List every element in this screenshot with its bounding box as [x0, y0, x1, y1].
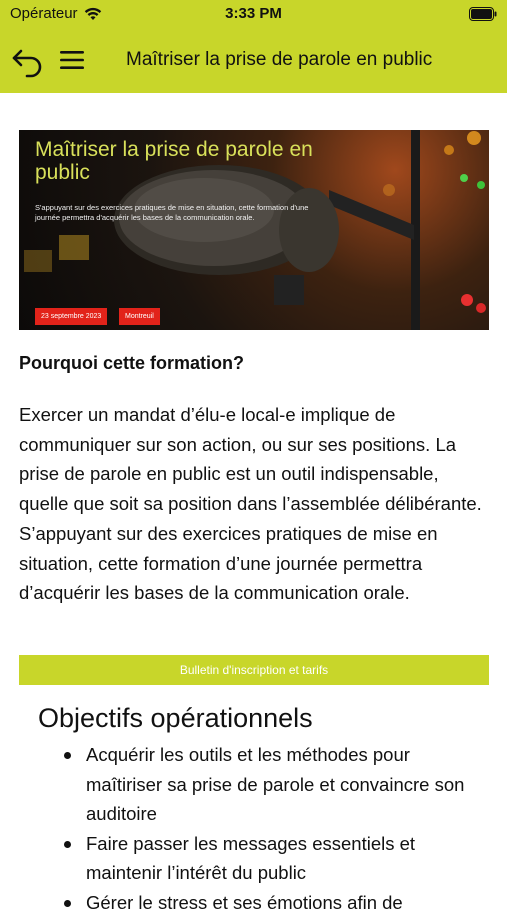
objectives-title: Objectifs opérationnels [38, 703, 313, 734]
list-item-text: Acquérir les outils et les méthodes pour maîtiriser sa prise de parole et convaincre son auditoire [86, 744, 464, 824]
hamburger-menu-icon[interactable] [58, 46, 86, 74]
navigation-bar [0, 30, 507, 93]
list-item [36, 829, 476, 888]
battery-icon [469, 7, 497, 21]
list-item [36, 740, 476, 829]
date-tag: 23 septembre 2023 [35, 308, 107, 325]
registration-button[interactable]: Bulletin d'inscription et tarifs [19, 655, 489, 685]
status-time: 3:33 PM [0, 5, 507, 22]
back-icon[interactable] [10, 43, 46, 79]
objectives-list [36, 740, 476, 917]
banner-description: S'appuyant sur des exercices pratiques de mise en situation, cette formation d'une journée permettra d'acquérir les bases de la communication orale. [35, 203, 315, 223]
bullet-icon [64, 841, 71, 848]
section-heading: Pourquoi cette formation? [19, 353, 244, 374]
page-title: Maîtriser la prise de parole en public [126, 49, 496, 71]
bullet-icon [64, 752, 71, 759]
intro-paragraph: Exercer un mandat d’élu-e local-e implique de communiquer sur son action, ou sur ses positions. La prise de parole en public est un outil indispensable, quelle que soit sa position dans l’assemblée délibérante. S’appuyant sur des exercices pratiques de mise en situation, cette formation d’une journée permettra d’acquérir les bases de la communication orale. [19, 400, 489, 608]
banner-title: Maîtriser la prise de parole en public [35, 138, 345, 184]
location-tag: Montreuil [119, 308, 160, 325]
bullet-icon [64, 900, 71, 907]
list-item [36, 888, 476, 917]
status-bar [0, 0, 507, 30]
course-banner [19, 130, 489, 330]
list-item-text: Faire passer les messages essentiels et maintenir l’intérêt du public [86, 833, 415, 884]
list-item-text: Gérer le stress et ses émotions afin de [86, 892, 403, 913]
carrier-name: Opérateur [10, 5, 78, 22]
